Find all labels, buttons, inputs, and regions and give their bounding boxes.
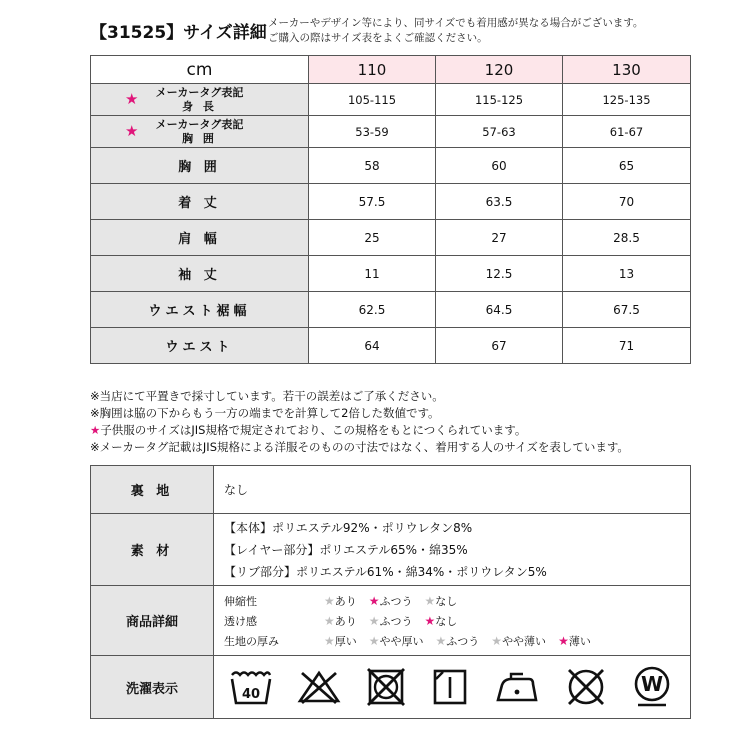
table-row (91, 84, 691, 116)
row-label: ★ メーカータグ表記 胸 囲 (91, 116, 309, 148)
note-4: ※メーカータグ記載はJIS規格による洋服そのものの寸法ではなく、着用する人のサイズを表しています。 (90, 440, 629, 454)
spec-option: ★あり (324, 613, 357, 628)
star-icon: ★ (435, 633, 447, 648)
row-label: 着 丈 (91, 184, 309, 220)
row-label: ウエスト (91, 328, 309, 364)
wash-temp-label: 40 (242, 687, 261, 702)
star-icon: ★ (558, 633, 569, 648)
size-table (90, 55, 691, 364)
spec-option-selected: ★なし (424, 613, 458, 628)
material-row (91, 514, 691, 586)
header (90, 14, 690, 54)
cell-value: 64 (309, 328, 436, 364)
spec-option: ★なし (424, 593, 458, 608)
spec-option-selected: ★ふつう (368, 593, 413, 608)
note-2: ※胸囲は脇の下からもう一方の端までを計算して2倍した数値です。 (90, 406, 440, 420)
wet-clean-icon (630, 664, 674, 710)
spec-name: 透け感 (224, 614, 257, 628)
size-header-row (91, 56, 691, 84)
notes (90, 388, 690, 456)
table-row (91, 184, 691, 220)
notice-line-2: ご購入の際はサイズ表をよくご確認ください。 (268, 32, 488, 44)
material-line: 【リブ部分】ポリエステル61%・綿34%・ポリウレタン5% (224, 564, 547, 579)
cell-value: 61-67 (563, 116, 691, 148)
spec-sheer (224, 611, 690, 631)
product-detail-label: 商品詳細 (91, 586, 214, 656)
cell-value: 57-63 (436, 116, 563, 148)
star-icon: ★ (424, 593, 436, 608)
table-row (91, 116, 691, 148)
star-icon: ★ (324, 633, 335, 648)
size-notice (268, 16, 643, 46)
cell-value: 25 (309, 220, 436, 256)
table-row (91, 148, 691, 184)
spec-option: ★厚い (324, 633, 357, 648)
spec-option: ★あり (324, 593, 357, 608)
wash-symbols (214, 656, 691, 719)
lining-label: 裏 地 (91, 466, 214, 514)
note-3: ★子供服のサイズはJIS規格で規定されており、この規格をもとにつくられています。 (90, 423, 527, 437)
spec-option: ★やや厚い (368, 633, 424, 648)
row-label: 肩 幅 (91, 220, 309, 256)
no-dry-clean-icon (564, 665, 608, 709)
material-line: 【本体】ポリエステル92%・ポリウレタン8% (224, 520, 473, 535)
star-icon: ★ (368, 613, 380, 628)
cell-value: 11 (309, 256, 436, 292)
cell-value: 13 (563, 256, 691, 292)
star-icon: ★ (424, 613, 436, 628)
row-label: 袖 丈 (91, 256, 309, 292)
material-line: 【レイヤー部分】ポリエステル65%・綿35% (224, 542, 468, 557)
cell-value: 58 (309, 148, 436, 184)
size-120: 120 (436, 56, 563, 84)
cell-value: 67 (436, 328, 563, 364)
cell-value: 28.5 (563, 220, 691, 256)
table-row (91, 220, 691, 256)
cell-value: 62.5 (309, 292, 436, 328)
iron-low-icon (493, 667, 541, 707)
unit-cell: cm (91, 56, 309, 84)
cell-value: 60 (436, 148, 563, 184)
product-detail-value (214, 586, 691, 656)
star-icon: ★ (368, 633, 380, 648)
lining-row (91, 466, 691, 514)
spec-thickness (224, 631, 690, 651)
spec-option: ★やや薄い (491, 633, 547, 648)
star-icon: ★ (125, 90, 139, 108)
spec-name: 生地の厚み (224, 634, 279, 648)
table-row (91, 256, 691, 292)
no-bleach-icon (296, 667, 342, 707)
cell-value: 71 (563, 328, 691, 364)
spec-name: 伸縮性 (224, 594, 257, 608)
size-130: 130 (563, 56, 691, 84)
wash-label: 洗濯表示 (91, 656, 214, 719)
wash-row (91, 656, 691, 719)
cell-value: 53-59 (309, 116, 436, 148)
wash-40-icon (229, 667, 273, 707)
spec-option: ★ふつう (435, 633, 480, 648)
product-detail-row (91, 586, 691, 656)
lining-value: なし (214, 466, 691, 514)
star-icon: ★ (368, 593, 380, 608)
spec-stretch (224, 591, 690, 611)
cell-value: 12.5 (436, 256, 563, 292)
row-label: ★ メーカータグ表記 身 長 (91, 84, 309, 116)
table-row (91, 292, 691, 328)
cell-value: 70 (563, 184, 691, 220)
star-icon: ★ (324, 613, 335, 628)
cell-value: 115-125 (436, 84, 563, 116)
detail-table (90, 465, 691, 719)
cell-value: 125-135 (563, 84, 691, 116)
star-icon: ★ (324, 593, 335, 608)
cell-value: 64.5 (436, 292, 563, 328)
spec-option: ★ふつう (368, 613, 413, 628)
cell-value: 65 (563, 148, 691, 184)
star-icon: ★ (90, 423, 101, 437)
material-label: 素 材 (91, 514, 214, 586)
cell-value: 105-115 (309, 84, 436, 116)
star-icon: ★ (491, 633, 503, 648)
line-dry-icon (430, 667, 470, 707)
material-value (214, 514, 691, 586)
row-label: ウエスト裾幅 (91, 292, 309, 328)
row-label: 胸 囲 (91, 148, 309, 184)
notice-line-1: メーカーやデザイン等により、同サイズでも着用感が異なる場合がございます。 (268, 17, 644, 29)
cell-value: 27 (436, 220, 563, 256)
note-1: ※当店にて平置きで採寸しています。若干の誤差はご了承ください。 (90, 389, 444, 403)
cell-value: 57.5 (309, 184, 436, 220)
spec-option-selected: ★薄い (558, 633, 591, 648)
table-row (91, 328, 691, 364)
star-icon: ★ (125, 122, 139, 140)
cell-value: 63.5 (436, 184, 563, 220)
no-tumble-dry-icon (365, 667, 407, 707)
page-title: 【31525】サイズ詳細 (90, 23, 267, 43)
wet-clean-letter: W (641, 672, 664, 696)
size-110: 110 (309, 56, 436, 84)
cell-value: 67.5 (563, 292, 691, 328)
